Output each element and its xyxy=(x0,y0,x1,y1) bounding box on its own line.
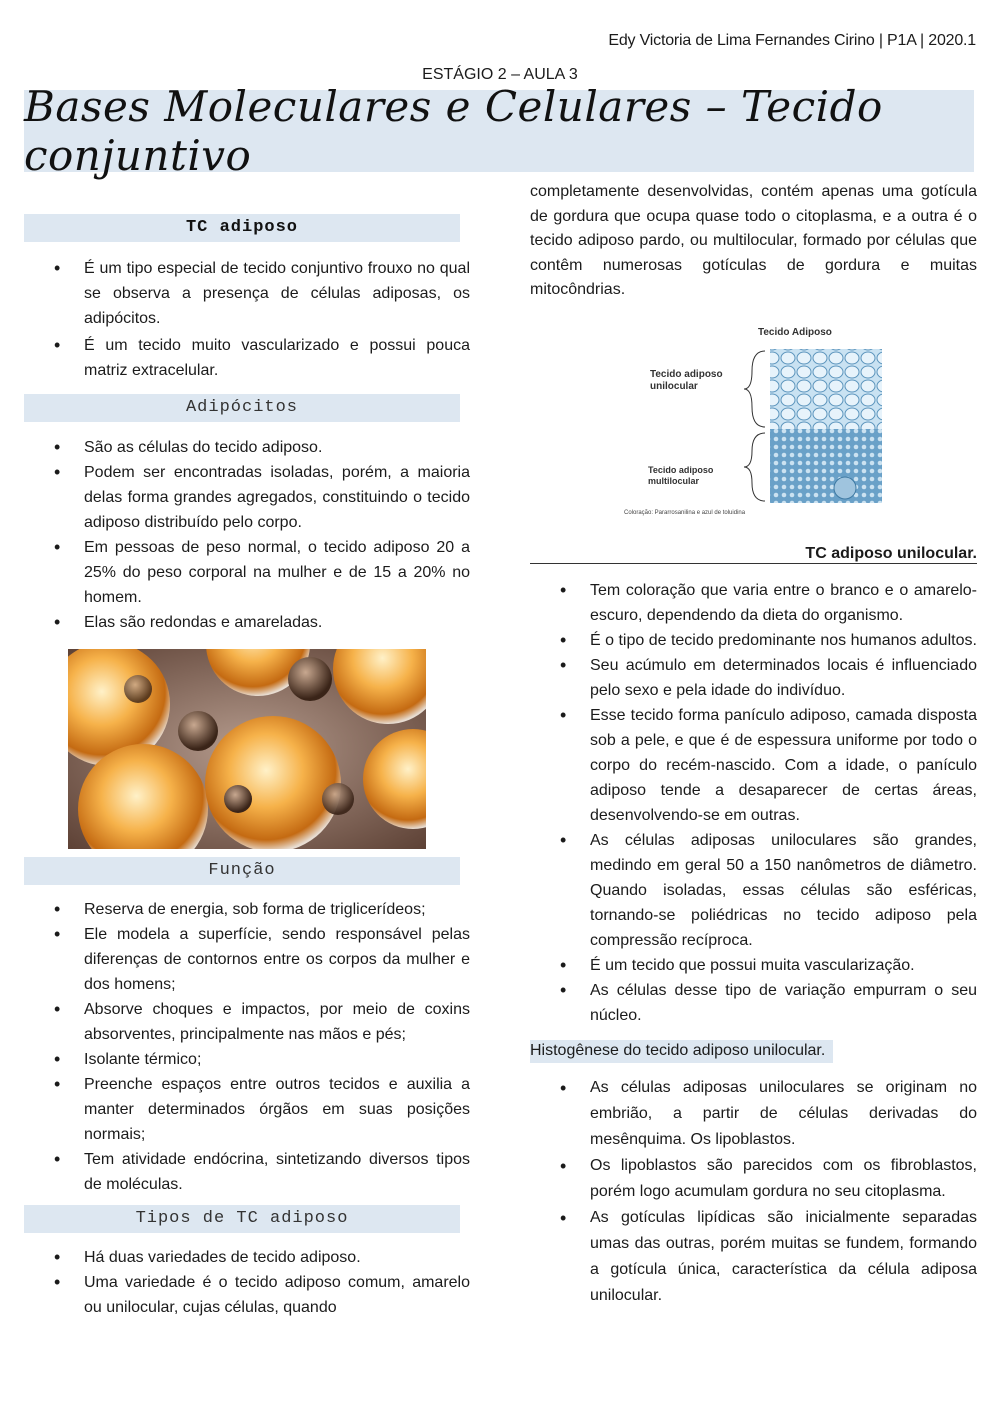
list-item: • É um tecido muito vascularizado e possui pouca matriz extracelular. xyxy=(24,333,470,383)
left-column xyxy=(24,214,470,1320)
title-banner xyxy=(24,82,974,180)
right-column xyxy=(530,180,977,1309)
list-item: • Os lipoblastos são parecidos com os fibroblastos, porém logo acumulam gordura no seu citoplasma. xyxy=(530,1153,977,1205)
list-item: • As células adiposas uniloculares são grandes, medindo em geral 50 a 150 nanômetros de diâmetro. Quando isoladas, essas células são esféricas, tornando-se poliédricas no tecido adiposo pela compressão recíproca. xyxy=(530,828,977,953)
label-unilocular-2: unilocular xyxy=(650,380,698,392)
label-multilocular-1: Tecido adiposo xyxy=(648,464,714,475)
label-multilocular-2: multilocular xyxy=(648,475,700,486)
adipocytes-illustration xyxy=(68,649,426,849)
tipos-list xyxy=(24,1245,470,1320)
list-item: • É um tecido que possui muita vascularização. xyxy=(530,953,977,978)
continuation-paragraph: completamente desenvolvidas, contém apenas uma gotícula de gordura que ocupa quase todo o citoplasma, e a outra é o tecido adiposo pardo, ou multilocular, formado por células que contêm numerosas gotículas de gordura e muitas mitocôndrias. xyxy=(530,183,977,298)
list-item: • Absorve choques e impactos, por meio de coxins absorventes, principalmente nas mãos e pés; xyxy=(24,997,470,1047)
list-item: • Tem coloração que varia entre o branco e o amarelo-escuro, dependendo da dieta do organismo. xyxy=(530,578,977,628)
section-heading-tipos: Tipos de TC adiposo xyxy=(24,1205,460,1233)
unilocular-list xyxy=(530,578,977,1028)
figure-title: Tecido Adiposo xyxy=(758,326,832,338)
list-item: • Elas são redondas e amareladas. xyxy=(24,610,470,635)
section-heading-tc-adiposo: TC adiposo xyxy=(24,214,460,242)
list-item: • Preenche espaços entre outros tecidos e auxilia a manter determinados órgãos em suas posições normais; xyxy=(24,1072,470,1147)
label-unilocular-1: Tecido adiposo xyxy=(650,368,723,380)
list-item: • Reserva de energia, sob forma de triglicerídeos; xyxy=(24,897,470,922)
list-item: • Esse tecido forma panículo adiposo, camada disposta sob a pele, e que é de espessura uniforme por todo o corpo do recém-nascido. Com a idade, o panículo adiposo tende a desaparecer de certas áreas, desenvolvendo-se em outras. xyxy=(530,703,977,828)
list-item: • São as células do tecido adiposo. xyxy=(24,435,470,460)
section-heading-unilocular: TC adiposo unilocular. xyxy=(530,545,977,564)
adipocytes-image xyxy=(68,649,426,849)
list-item: • As gotículas lipídicas são inicialmente separadas umas das outras, porém muitas se fundem, formando a gotícula única, característica da célula adiposa unilocular. xyxy=(530,1205,977,1309)
list-item: • Ele modela a superfície, sendo responsável pelas diferenças de contornos entre os corpos da mulher e dos homens; xyxy=(24,922,470,997)
histology-illustration xyxy=(620,323,900,523)
section-heading-funcao: Função xyxy=(24,857,460,885)
page-title: Bases Moleculares e Celulares – Tecido conjuntivo xyxy=(24,82,883,180)
stage-label: ESTÁGIO 2 – AULA 3 xyxy=(422,66,578,83)
section-heading-adipocitos: Adipócitos xyxy=(24,394,460,422)
author-line: Edy Victoria de Lima Fernandes Cirino | P1A | 2020.1 xyxy=(608,32,976,49)
list-item: • Em pessoas de peso normal, o tecido adiposo 20 a 25% do peso corporal na mulher e de 15 a 20% no homem. xyxy=(24,535,470,610)
adipocitos-list xyxy=(24,435,470,635)
list-item: • As células desse tipo de variação empurram o seu núcleo. xyxy=(530,978,977,1028)
list-item: • É o tipo de tecido predominante nos humanos adultos. xyxy=(530,628,977,653)
list-item: • Uma variedade é o tecido adiposo comum, amarelo ou unilocular, cujas células, quando xyxy=(24,1270,470,1320)
histogenese-list xyxy=(530,1075,977,1309)
list-item: • Isolante térmico; xyxy=(24,1047,470,1072)
list-item: • Há duas variedades de tecido adiposo. xyxy=(24,1245,470,1270)
funcao-list xyxy=(24,897,470,1197)
list-item: • As células adiposas uniloculares se originam no embrião, a partir de células derivadas do mesênquima. Os lipoblastos. xyxy=(530,1075,977,1153)
list-item: • Tem atividade endócrina, sintetizando diversos tipos de moléculas. xyxy=(24,1147,470,1197)
tc-adiposo-list xyxy=(24,256,470,383)
section-heading-histogenese: Histogênese do tecido adiposo unilocular. xyxy=(530,1040,833,1063)
list-item: • É um tipo especial de tecido conjuntivo frouxo no qual se observa a presença de células adiposas, os adipócitos. xyxy=(24,256,470,331)
list-item: • Seu acúmulo em determinados locais é influenciado pelo sexo e pela idade do indivíduo. xyxy=(530,653,977,703)
histology-figure xyxy=(620,323,900,523)
list-item: • Podem ser encontradas isoladas, porém, a maioria delas forma grandes agregados, constituindo o tecido adiposo distribuído pelo corpo. xyxy=(24,460,470,535)
figure-caption: Coloração: Pararrosanilina e azul de toluidina xyxy=(624,509,746,516)
